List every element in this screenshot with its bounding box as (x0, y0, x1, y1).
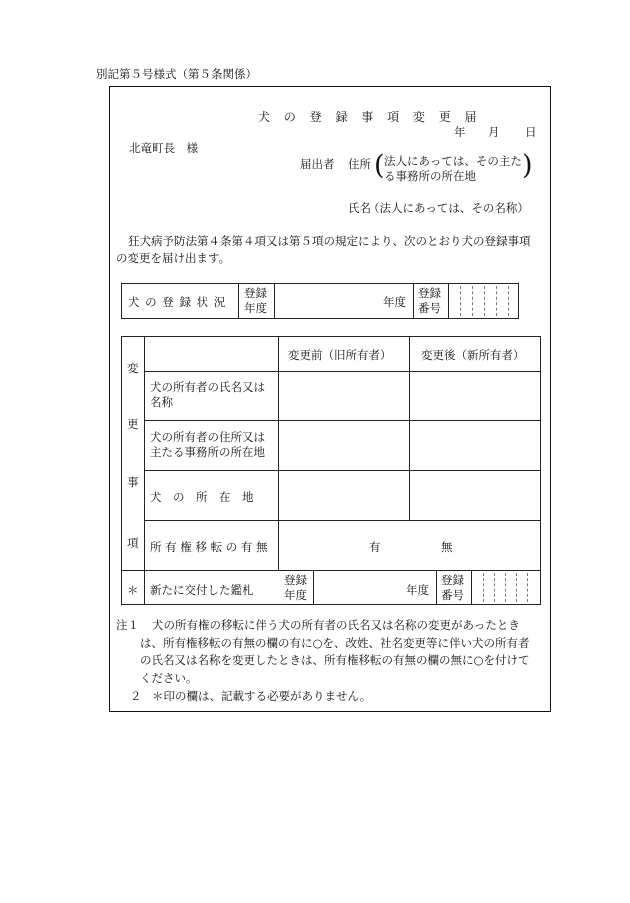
address-bracket-close: ) (522, 150, 533, 181)
tag-number-digit-separator (527, 573, 528, 602)
reg-number-line2: 番号 (418, 301, 441, 315)
side-label-hen: 変 (127, 361, 139, 375)
reg-year-line2: 年度 (244, 301, 267, 315)
owner-name-after-field[interactable] (411, 373, 540, 419)
col-header-before: 変更前（旧所有者） (288, 348, 392, 362)
tag-number-digit-separator (483, 573, 484, 602)
dog-location-before-field[interactable] (280, 472, 408, 519)
tag-number-line1: 登録 (441, 573, 464, 587)
owner-address-before-field[interactable] (280, 422, 408, 469)
change-table-row-line (144, 470, 541, 471)
address-label: 住所 (348, 157, 371, 171)
tag-year-line2: 年度 (284, 588, 307, 602)
reg-divider-3 (413, 283, 414, 319)
owner-name-line2: 名称 (150, 395, 173, 409)
date-month-label: 月 (488, 125, 500, 139)
side-label-ji: 事 (127, 475, 139, 489)
note1-line1: 犬の所有権の移転に伴う犬の所有者の氏名又は名称の変更があったとき (152, 618, 520, 632)
reg-divider-4 (448, 283, 449, 319)
name-label: 氏名 (348, 201, 371, 215)
date-year-label: 年 (454, 125, 466, 139)
note1-text (140, 617, 530, 687)
address-note (384, 154, 522, 184)
transfer-option-yes[interactable]: 有 (369, 540, 381, 554)
owner-address-after-field[interactable] (411, 422, 540, 469)
address-note-line2: る事務所の所在地 (384, 169, 476, 183)
tag-divider-3 (471, 570, 472, 605)
change-table-row-line (144, 520, 541, 521)
owner-address-line1: 犬の所有者の住所又は (150, 430, 265, 444)
note1-label: 注１ (116, 618, 139, 632)
tag-divider-1 (313, 570, 314, 605)
change-table-row-line (121, 570, 541, 571)
reg-year-line1: 登録 (244, 286, 267, 300)
tag-divider-2 (436, 570, 437, 605)
owner-address-line2: 主たる事務所の所在地 (150, 445, 265, 459)
reg-number-line1: 登録 (418, 286, 441, 300)
star-mark: ＊ (127, 583, 139, 597)
form-title: 犬 の 登 録 事 項 変 更 届 (258, 110, 482, 124)
col-header-after: 変更後（新所有者） (421, 348, 525, 362)
registration-fiscal-year-label: 年度 (383, 295, 406, 309)
note1-line4: ください。 (140, 670, 198, 685)
registration-number-field[interactable] (450, 286, 518, 316)
tag-number-header (441, 573, 464, 603)
applicant-label: 届出者 (300, 157, 335, 171)
row-label-dog-location: 犬 の 所 在 地 (150, 490, 254, 504)
registration-status-label: 犬 の 登 録 状 況 (128, 295, 227, 309)
row-label-owner-name (150, 380, 265, 410)
side-label-kou2: 項 (127, 536, 139, 550)
change-table-col-divider-2 (409, 336, 410, 520)
body-text-line2: の変更を届け出ます。 (116, 251, 231, 265)
transfer-option-no[interactable]: 無 (441, 540, 453, 554)
registration-year-header (244, 286, 267, 316)
tag-number-digit-separator (494, 573, 495, 602)
tag-fiscal-year-label: 年度 (406, 583, 429, 597)
tag-year-line1: 登録 (284, 573, 307, 587)
address-bracket-open: ( (374, 150, 385, 181)
address-note-line1: 法人にあっては、その主た (384, 154, 522, 168)
reg-divider-1 (238, 283, 239, 319)
note2-text: ＊印の欄は、記載する必要がありません。 (152, 689, 372, 703)
tag-number-line2: 番号 (441, 588, 464, 602)
side-label-kou: 更 (127, 417, 139, 431)
change-table-row-line (144, 371, 541, 372)
addressee: 北竜町長 様 (129, 141, 198, 155)
reg-divider-2 (274, 283, 275, 319)
tag-number-digit-separator (505, 573, 506, 602)
row-label-owner-address (150, 430, 265, 460)
owner-name-before-field[interactable] (280, 373, 408, 419)
body-text-line1: 狂犬病予防法第４条第４項又は第５項の規定により、次のとおり犬の登録事項 (128, 234, 531, 248)
name-note: （法人にあっては、その名称） (368, 201, 529, 215)
owner-name-line1: 犬の所有者の氏名又は (150, 380, 265, 394)
registration-number-header (418, 286, 441, 316)
change-table-row-line (144, 420, 541, 421)
tag-number-digit-separator (516, 573, 517, 602)
dog-location-after-field[interactable] (411, 472, 540, 519)
tag-year-header (284, 573, 307, 603)
note2-label: ２ (130, 689, 142, 703)
row-label-ownership-transfer: 所 有 権 移 転 の 有 無 (150, 540, 268, 554)
note1-line2: は、所有権移転の有無の欄の有に○を、改姓、社名変更等に伴い犬の所有者 (140, 635, 530, 650)
form-number: 別記第５号様式（第５条関係） (96, 67, 257, 81)
date-day-label: 日 (525, 125, 537, 139)
note1-line3: の氏名又は名称を変更したときは、所有権移転の有無の欄の無に○を付けて (140, 653, 530, 667)
row-label-new-tag: 新たに交付した鑑札 (150, 583, 254, 597)
